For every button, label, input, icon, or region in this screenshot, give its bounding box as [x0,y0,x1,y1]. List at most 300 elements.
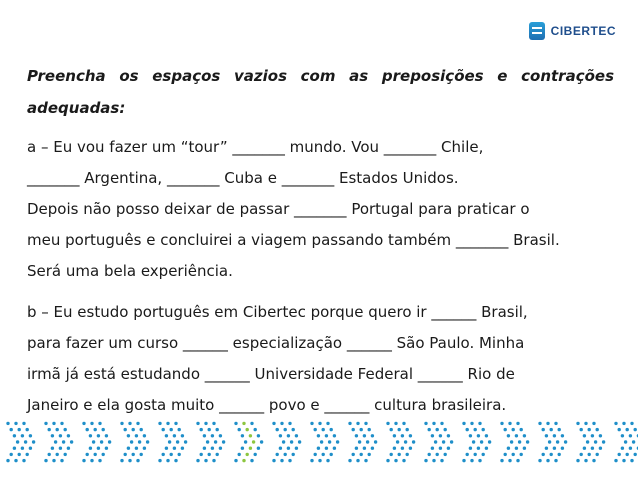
chevron-dot [90,422,93,425]
chevron-dot [508,422,511,425]
chevron-dot [630,459,633,462]
chevron-dot [203,434,206,437]
chevron-dot [130,440,133,443]
chevron-dot [626,428,629,431]
chevron-dot [402,422,405,425]
chevron-dot [396,440,399,443]
chevron-dot [310,422,313,425]
chevron-dot [401,434,404,437]
chevron-dot [538,422,541,425]
chevron-dot [450,440,453,443]
chevron-dot [29,447,32,450]
chevron-dot [292,428,295,431]
chevron-dot [436,428,439,431]
chevron-dot [287,434,290,437]
chevron-dot [360,428,363,431]
chevron-icon [386,422,415,463]
chevron-dot [626,453,629,456]
chevron-dot [406,428,409,431]
chevron-dot [322,453,325,456]
chevron-dot [553,447,556,450]
chevron-dot [52,459,55,462]
chevron-dot [583,434,586,437]
chevron-dot [292,453,295,456]
chevron-dot [272,459,275,462]
chevron-dot [621,434,624,437]
chevron-dot [632,440,635,443]
chevron-dot [120,422,123,425]
chevron-dot [326,459,329,462]
chevron-dot [279,447,282,450]
chevron-dot [254,428,257,431]
chevron-dot [44,422,47,425]
chevron-dot [89,447,92,450]
chevron-dot [127,447,130,450]
chevron-dot [22,459,25,462]
chevron-dot [234,422,237,425]
chevron-dot [469,434,472,437]
chevron-dot [352,428,355,431]
chevron-dot [474,428,477,431]
chevron-dot [288,422,291,425]
chevron-dot [128,422,131,425]
chevron-dot [290,440,293,443]
chevron-dot [330,453,333,456]
chevron-icon [310,422,339,463]
chevron-dot [105,434,108,437]
chevron-dot [51,447,54,450]
chevron-dot [412,440,415,443]
chevron-dot [320,440,323,443]
chevron-dot [181,434,184,437]
chevron-dot [13,447,16,450]
chevron-dot [588,453,591,456]
chevron-dot [54,440,57,443]
chevron-dot [135,434,138,437]
chevron-dot [238,453,241,456]
chevron-dot [24,440,27,443]
chevron-dot [272,422,275,425]
chevron-dot [561,447,564,450]
chevron-dot [208,428,211,431]
chevron-icon [6,422,35,463]
chevron-dot [56,453,59,456]
chevron-dot [432,459,435,462]
chevron-dot [325,447,328,450]
chevron-dot [59,447,62,450]
chevron-dot [67,447,70,450]
chevron-dot [14,459,17,462]
chevron-dot [94,428,97,431]
chevron-dot [200,428,203,431]
chevron-dot [591,447,594,450]
chevron-dot [404,440,407,443]
chevron-dot [132,453,135,456]
chevron-icon [462,422,491,463]
chevron-dot [550,428,553,431]
chevron-dot [355,447,358,450]
chevron-dot [165,434,168,437]
chevron-dot [406,453,409,456]
chevron-dot [128,459,131,462]
chevron-dot [371,447,374,450]
chevron-dot [60,422,63,425]
chevron-dot [586,440,589,443]
chevron-dot [602,440,605,443]
chevron-dot [18,453,21,456]
chevron-dot [280,459,283,462]
chevron-dot [318,422,321,425]
chevron-dot [477,434,480,437]
chevron-dot [287,447,290,450]
chevron-dot [174,459,177,462]
chevron-dot [348,422,351,425]
chevron-dot [282,440,285,443]
chevron-icon [500,422,529,463]
chevron-dot [545,447,548,450]
chevron-dot [26,428,29,431]
chevron-dot [368,428,371,431]
chevron-dot [212,422,215,425]
chevron-dot [67,434,70,437]
chevron-dot [21,447,24,450]
chevron-dot [276,428,279,431]
chevron-dot [94,453,97,456]
chevron-dot [284,428,287,431]
chevron-dot [82,422,85,425]
chevron-dot [542,453,545,456]
chevron-dot [310,459,313,462]
chevron-dot [260,440,263,443]
chevron-dot [176,440,179,443]
chevron-dot [390,453,393,456]
chevron-dot [576,459,579,462]
chevron-dot [257,434,260,437]
chevron-dot [328,440,331,443]
chevron-dot [124,428,127,431]
chevron-dot [348,459,351,462]
chevron-dot [599,447,602,450]
chevron-dot [166,459,169,462]
chevron-dot [52,422,55,425]
chevron-icon [424,422,453,463]
chevron-dot [317,447,320,450]
chevron-dot [550,453,553,456]
chevron-dot [298,440,301,443]
chevron-dot [143,447,146,450]
chevron-dot [592,422,595,425]
chevron-dot [208,453,211,456]
chevron-dot [244,440,247,443]
chevron-dot [257,447,260,450]
chevron-dot [127,434,130,437]
chevron-dot [507,434,510,437]
chevron-dot [252,440,255,443]
chevron-dot [92,440,95,443]
chevron-dot [22,422,25,425]
chevron-dot [97,447,100,450]
chevron-dot [599,434,602,437]
chevron-dot [553,434,556,437]
chevron-dot [596,428,599,431]
chevron-dot [364,422,367,425]
chevron-dot [584,459,587,462]
chevron-dot [32,440,35,443]
chevron-dot [480,440,483,443]
chevron-dot [394,459,397,462]
chevron-dot [447,434,450,437]
chevron-dot [204,422,207,425]
chevron-dot [178,453,181,456]
chevron-dot [402,459,405,462]
chevron-dot [485,434,488,437]
chevron-dot [132,428,135,431]
chevron-dot [102,428,105,431]
chevron-dot [358,440,361,443]
chevron-dot [462,459,465,462]
chevron-dot [432,422,435,425]
chevron-dot [548,440,551,443]
chevron-dot [166,422,169,425]
worksheet-content [27,60,614,421]
chevron-dot [102,453,105,456]
chevron-dot [591,434,594,437]
chevron-icon [576,422,605,463]
chevron-dot [14,422,17,425]
chevron-dot [583,447,586,450]
chevron-dot [173,447,176,450]
chevron-dot [184,440,187,443]
chevron-dot [196,422,199,425]
chevron-dot [105,447,108,450]
chevron-dot [242,459,245,462]
chevron-dot [554,422,557,425]
chevron-dot [90,459,93,462]
chevron-dot [124,453,127,456]
chevron-dot [352,453,355,456]
chevron-dot [621,447,624,450]
chevron-dot [234,459,237,462]
chevron-dot [466,428,469,431]
chevron-dot [276,453,279,456]
chevron-dot [70,440,73,443]
chevron-dot [368,453,371,456]
chevron-dot [200,453,203,456]
instruction-text: Preencha os espaços vazios com as preposições e contrações adequadas: [27,67,614,117]
chevron-dot [518,440,521,443]
chevron-dot [284,453,287,456]
chevron-dot [442,440,445,443]
chevron-dot [584,422,587,425]
chevron-dot [515,447,518,450]
chevron-dot [520,428,523,431]
chevron-dot [63,428,66,431]
chevron-dot [44,459,47,462]
chevron-dot [394,422,397,425]
chevron-dot [13,434,16,437]
chevron-dot [6,422,9,425]
chevron-dot [618,428,621,431]
chevron-dot [242,422,245,425]
chevron-dot [439,447,442,450]
chevron-icon [538,422,567,463]
chevron-dot [222,440,225,443]
chevron-dot [624,440,627,443]
chevron-icon [234,422,263,463]
chevron-dot [138,440,141,443]
chevron-dot [482,428,485,431]
chevron-dot [439,434,442,437]
chevron-dot [444,453,447,456]
chevron-dot [482,453,485,456]
chevron-dot [288,459,291,462]
chevron-dot [330,428,333,431]
brand-name: CIBERTEC [550,24,616,38]
chevron-dot [504,428,507,431]
chevron-dot [470,422,473,425]
chevron-dot [211,434,214,437]
chevron-dot [386,422,389,425]
chevron-dot [216,453,219,456]
chevron-dot [478,459,481,462]
chevron-dot [510,440,513,443]
chevron-dot [363,447,366,450]
chevron-dot [136,459,139,462]
chevron-dot [364,459,367,462]
chevron-dot [507,447,510,450]
chevron-dot [314,428,317,431]
chevron-dot [158,422,161,425]
chevron-dot [554,459,557,462]
chevron-dot [594,440,597,443]
chevron-dot [203,447,206,450]
chevron-dot [504,453,507,456]
chevron-dot [618,453,621,456]
chevron-dot [214,440,217,443]
chevron-dot [136,422,139,425]
chevron-dot [580,428,583,431]
chevron-dot [472,440,475,443]
chevron-dot [140,453,143,456]
chevron-dot [241,447,244,450]
chevron-dot [89,434,92,437]
chevron-dot [614,422,617,425]
chevron-dot [516,459,519,462]
chevron-dot [398,453,401,456]
chevron-dot [108,440,111,443]
chevron-dot [386,459,389,462]
chevron-dot [62,440,65,443]
chevron-dot [356,422,359,425]
exercise-a: a – Eu vou fazer um “tour” _______ mundo. Vou _______ Chile, _______ Argentina, _______ Cuba e _______ Estados Unidos. Depois não posso deixar de passar _______ Portugal para praticar o meu português e concluirei a viagem passando também _______ Brasil. Será uma bela experiência. [27,138,560,280]
chevron-dot [371,434,374,437]
cibertec-logo [529,22,616,40]
chevron-dot [59,434,62,437]
chevron-dot [431,434,434,437]
chevron-dot [206,440,209,443]
chevron-dot [629,434,632,437]
chevron-dot [336,440,339,443]
chevron-dot [181,447,184,450]
chevron-dot [18,428,21,431]
chevron-dot [246,428,249,431]
chevron-dot [279,434,282,437]
chevron-dot [538,459,541,462]
chevron-dot [546,459,549,462]
chevron-dot [56,428,59,431]
chevron-dot [558,428,561,431]
chevron-dot [592,459,595,462]
chevron-dot [162,428,165,431]
chevron-dot [249,447,252,450]
chevron-dot [356,459,359,462]
chevron-dot [146,440,149,443]
chevron-dot [424,422,427,425]
chevron-dot [634,428,637,431]
chevron-dot [16,440,19,443]
chevron-dot [326,422,329,425]
chevron-pattern-footer [0,417,638,467]
chevron-dot [424,459,427,462]
chevron-dot [48,428,51,431]
chevron-dot [10,453,13,456]
chevron-dot [143,434,146,437]
chevron-icon [272,422,301,463]
chevron-dot [596,453,599,456]
chevron-dot [523,434,526,437]
chevron-dot [580,453,583,456]
chevron-dot [360,453,363,456]
chevron-dot [500,459,503,462]
chevron-dot [21,434,24,437]
chevron-dot [216,428,219,431]
chevron-dot [447,447,450,450]
chevron-dot [241,434,244,437]
chevron-dot [26,453,29,456]
chevron-dot [168,440,171,443]
chevron-dot [409,434,412,437]
chevron-dot [374,440,377,443]
chevron-dot [470,459,473,462]
chevron-dot [178,428,181,431]
chevron-dot [98,422,101,425]
chevron-dot [322,428,325,431]
chevron-dot [219,447,222,450]
chevron-icon [196,422,225,463]
chevron-dot [500,422,503,425]
chevron-dot [588,428,591,431]
chevron-dot [100,440,103,443]
chevron-dot [558,453,561,456]
chevron-dot [140,428,143,431]
chevron-dot [170,453,173,456]
chevron-dot [523,447,526,450]
chevron-dot [512,453,515,456]
chevron-dot [409,447,412,450]
chevron-dot [295,434,298,437]
chevron-dot [158,459,161,462]
chevron-dot [174,422,177,425]
chevron-dot [280,422,283,425]
chevron-dot [545,434,548,437]
chevron-icon [158,422,187,463]
chevron-dot [249,434,252,437]
chevron-dot [436,453,439,456]
chevron-dot [474,453,477,456]
chevron-dot [546,422,549,425]
chevron-dot [10,428,13,431]
chevron-icon [44,422,73,463]
